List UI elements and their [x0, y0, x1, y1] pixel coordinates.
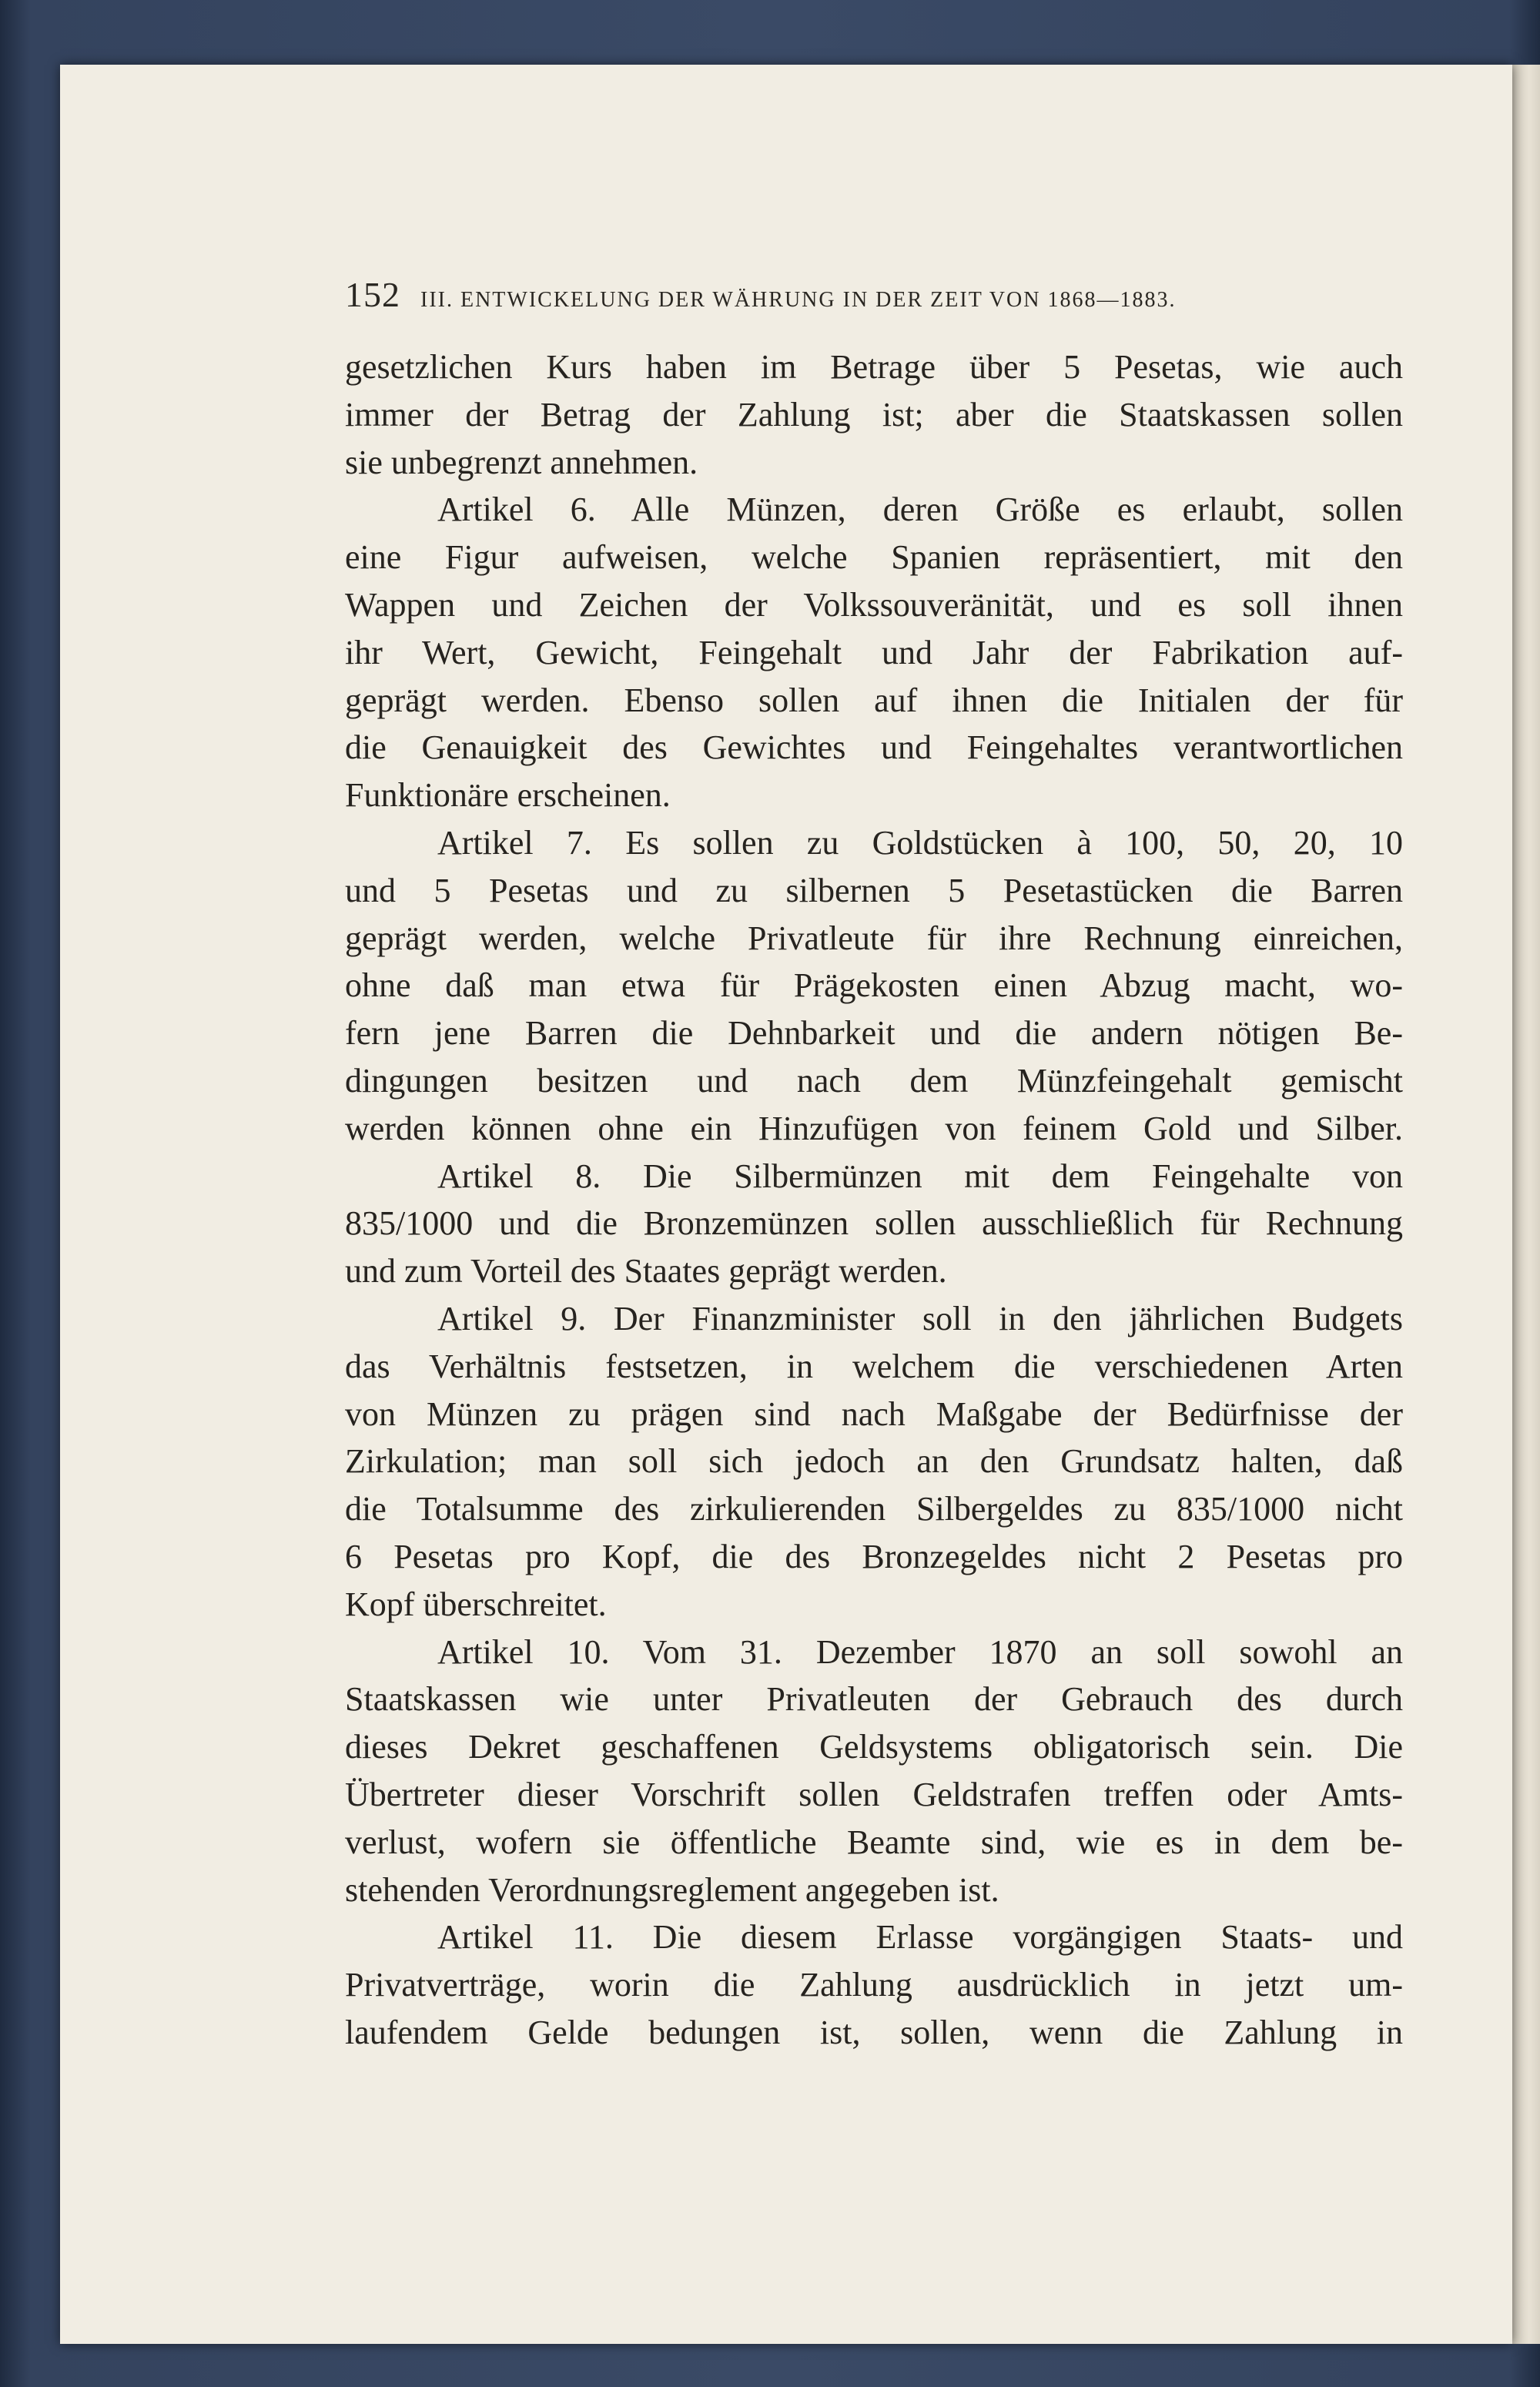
text-line: eine Figur aufweisen, welche Spanien repräsentiert, mit den [345, 538, 1403, 577]
text-line: Artikel 8. Die Silbermünzen mit dem Feingehalte von [437, 1157, 1403, 1195]
text-line: Artikel 7. Es sollen zu Goldstücken à 100, 50, 20, 10 [437, 823, 1403, 862]
text-line: laufendem Gelde bedungen ist, sollen, wenn die Zahlung in [345, 2013, 1403, 2051]
text-line: und zum Vorteil des Staates geprägt werden. [345, 1252, 947, 1291]
text-line: verlust, wofern sie öffentliche Beamte sind, wie es in dem be- [345, 1823, 1403, 1861]
text-line: werden können ohne ein Hinzufügen von feinem Gold und Silber. [345, 1109, 1403, 1147]
text-line: immer der Betrag der Zahlung ist; aber die Staatskassen sollen [345, 395, 1403, 434]
text-line: die Totalsumme des zirkulierenden Silbergeldes zu 835/1000 nicht [345, 1490, 1403, 1528]
text-line: dingungen besitzen und nach dem Münzfeingehalt gemischt [345, 1061, 1403, 1100]
text-line: Kopf überschreitet. [345, 1585, 607, 1623]
text-line: 6 Pesetas pro Kopf, die des Bronzegeldes nicht 2 Pesetas pro [345, 1537, 1403, 1575]
text-line: Staatskassen wie unter Privatleuten der Gebrauch des durch [345, 1680, 1403, 1719]
text-line: von Münzen zu prägen sind nach Maßgabe der Bedürfnisse der [345, 1394, 1403, 1433]
text-line: ihr Wert, Gewicht, Feingehalt und Jahr der Fabrikation auf- [345, 633, 1403, 671]
running-title: III. ENTWICKELUNG DER WÄHRUNG IN DER ZEIT VON 1868—1883. [420, 288, 1177, 312]
page-number: 152 [345, 275, 400, 314]
text-line: Wappen und Zeichen der Volkssouveränität, und es soll ihnen [345, 585, 1403, 624]
text-line: Zirkulation; man soll sich jedoch an den Grundsatz halten, daß [345, 1442, 1403, 1481]
text-line: Artikel 6. Alle Münzen, deren Größe es erlaubt, sollen [437, 490, 1403, 529]
text-body [345, 343, 1403, 2057]
text-line: geprägt werden. Ebenso sollen auf ihnen die Initialen der für [345, 681, 1403, 719]
text-line: gesetzlichen Kurs haben im Betrage über 5 Pesetas, wie auch [345, 348, 1403, 386]
text-line: geprägt werden, welche Privatleute für ihre Rechnung einreichen, [345, 919, 1403, 957]
page-edge [1512, 65, 1540, 2344]
text-line: 835/1000 und die Bronzemünzen sollen ausschließlich für Rechnung [345, 1204, 1403, 1243]
running-head [345, 274, 1403, 328]
text-line: Artikel 9. Der Finanzminister soll in den jährlichen Budgets [437, 1299, 1403, 1337]
text-line: sie unbegrenzt annehmen. [345, 443, 698, 481]
text-line: fern jene Barren die Dehnbarkeit und die andern nötigen Be- [345, 1014, 1403, 1053]
text-line: das Verhältnis festsetzen, in welchem die verschiedenen Arten [345, 1347, 1403, 1385]
text-line: die Genauigkeit des Gewichtes und Feingehaltes verantwortlichen [345, 728, 1403, 767]
text-line: Übertreter dieser Vorschrift sollen Geldstrafen treffen oder Amts- [345, 1775, 1403, 1813]
text-line: Funktionäre erscheinen. [345, 776, 671, 815]
text-line: Artikel 11. Die diesem Erlasse vorgängigen Staats- und [437, 1918, 1403, 1957]
text-line: und 5 Pesetas und zu silbernen 5 Pesetastücken die Barren [345, 871, 1403, 909]
text-line: ohne daß man etwa für Prägekosten einen Abzug macht, wo- [345, 966, 1403, 1005]
text-line: Artikel 10. Vom 31. Dezember 1870 an soll sowohl an [437, 1632, 1403, 1671]
text-line: stehenden Verordnungsreglement angegeben ist. [345, 1870, 999, 1909]
text-line: Privatverträge, worin die Zahlung ausdrücklich in jetzt um- [345, 1966, 1403, 2004]
text-line: dieses Dekret geschaffenen Geldsystems obligatorisch sein. Die [345, 1728, 1403, 1766]
